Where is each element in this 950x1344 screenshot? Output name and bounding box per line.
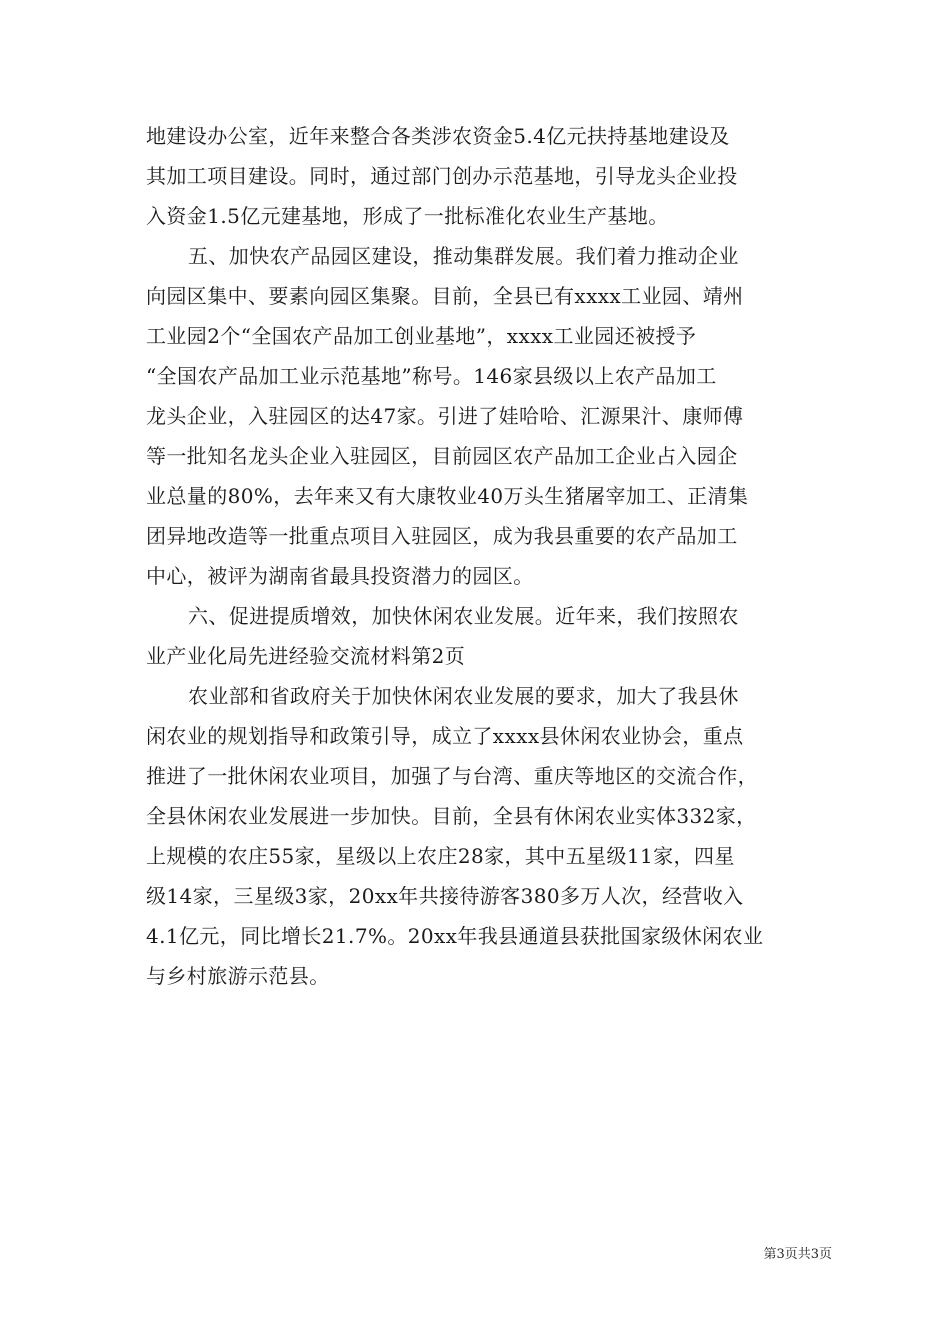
- text-line: “全国农产品加工业示范基地”称号。146家县级以上农产品加工: [146, 364, 717, 388]
- text-line: 工业园2个“全国农产品加工创业基地”，xxxx工业园还被授予: [146, 324, 697, 348]
- text-line: 中心，被评为湖南省最具投资潜力的园区。: [146, 564, 534, 588]
- text-line: 地建设办公室，近年来整合各类涉农资金5.4亿元扶持基地建设及: [146, 124, 730, 148]
- paragraph-start-line: 五、加快农产品园区建设，推动集群发展。我们着力推动企业: [188, 244, 739, 268]
- text-line: 上规模的农庄55家，星级以上农庄28家，其中五星级11家，四星: [146, 844, 735, 868]
- text-line: 4.1亿元，同比增长21.7%。20xx年我县通道县获批国家级休闲农业: [146, 924, 764, 948]
- text-line: 龙头企业，入驻园区的达47家。引进了娃哈哈、汇源果汁、康师傅: [146, 404, 744, 428]
- text-line: 向园区集中、要素向园区集聚。目前，全县已有xxxx工业园、靖州: [146, 284, 744, 308]
- text-line: 业产业化局先进经验交流材料第2页: [146, 644, 466, 668]
- paragraph-start-line: 农业部和省政府关于加快休闲农业发展的要求，加大了我县休: [188, 684, 739, 708]
- text-line: 等一批知名龙头企业入驻园区，目前园区农产品加工企业占入园企: [146, 444, 738, 468]
- page-number-footer: 第3页共3页: [763, 1247, 832, 1262]
- paragraph-start-line: 六、促进提质增效，加快休闲农业发展。近年来，我们按照农: [188, 604, 739, 628]
- text-line: 全县休闲农业发展进一步加快。目前，全县有休闲农业实体332家，: [146, 804, 757, 828]
- text-line: 级14家，三星级3家，20xx年共接待游客380多万人次，经营收入: [146, 884, 744, 908]
- text-line: 其加工项目建设。同时，通过部门创办示范基地，引导龙头企业投: [146, 164, 738, 188]
- text-line: 推进了一批休闲农业项目，加强了与台湾、重庆等地区的交流合作，: [146, 764, 758, 788]
- text-line: 入资金1.5亿元建基地，形成了一批标准化农业生产基地。: [146, 204, 669, 228]
- text-line: 团异地改造等一批重点项目入驻园区，成为我县重要的农产品加工: [146, 524, 738, 548]
- text-line: 业总量的80%，去年来又有大康牧业40万头生猪屠宰加工、正清集: [146, 484, 749, 508]
- text-line: 闲农业的规划指导和政策引导，成立了xxxx县休闲农业协会，重点: [146, 724, 744, 748]
- text-line: 与乡村旅游示范县。: [146, 964, 330, 988]
- document-body: [146, 116, 818, 996]
